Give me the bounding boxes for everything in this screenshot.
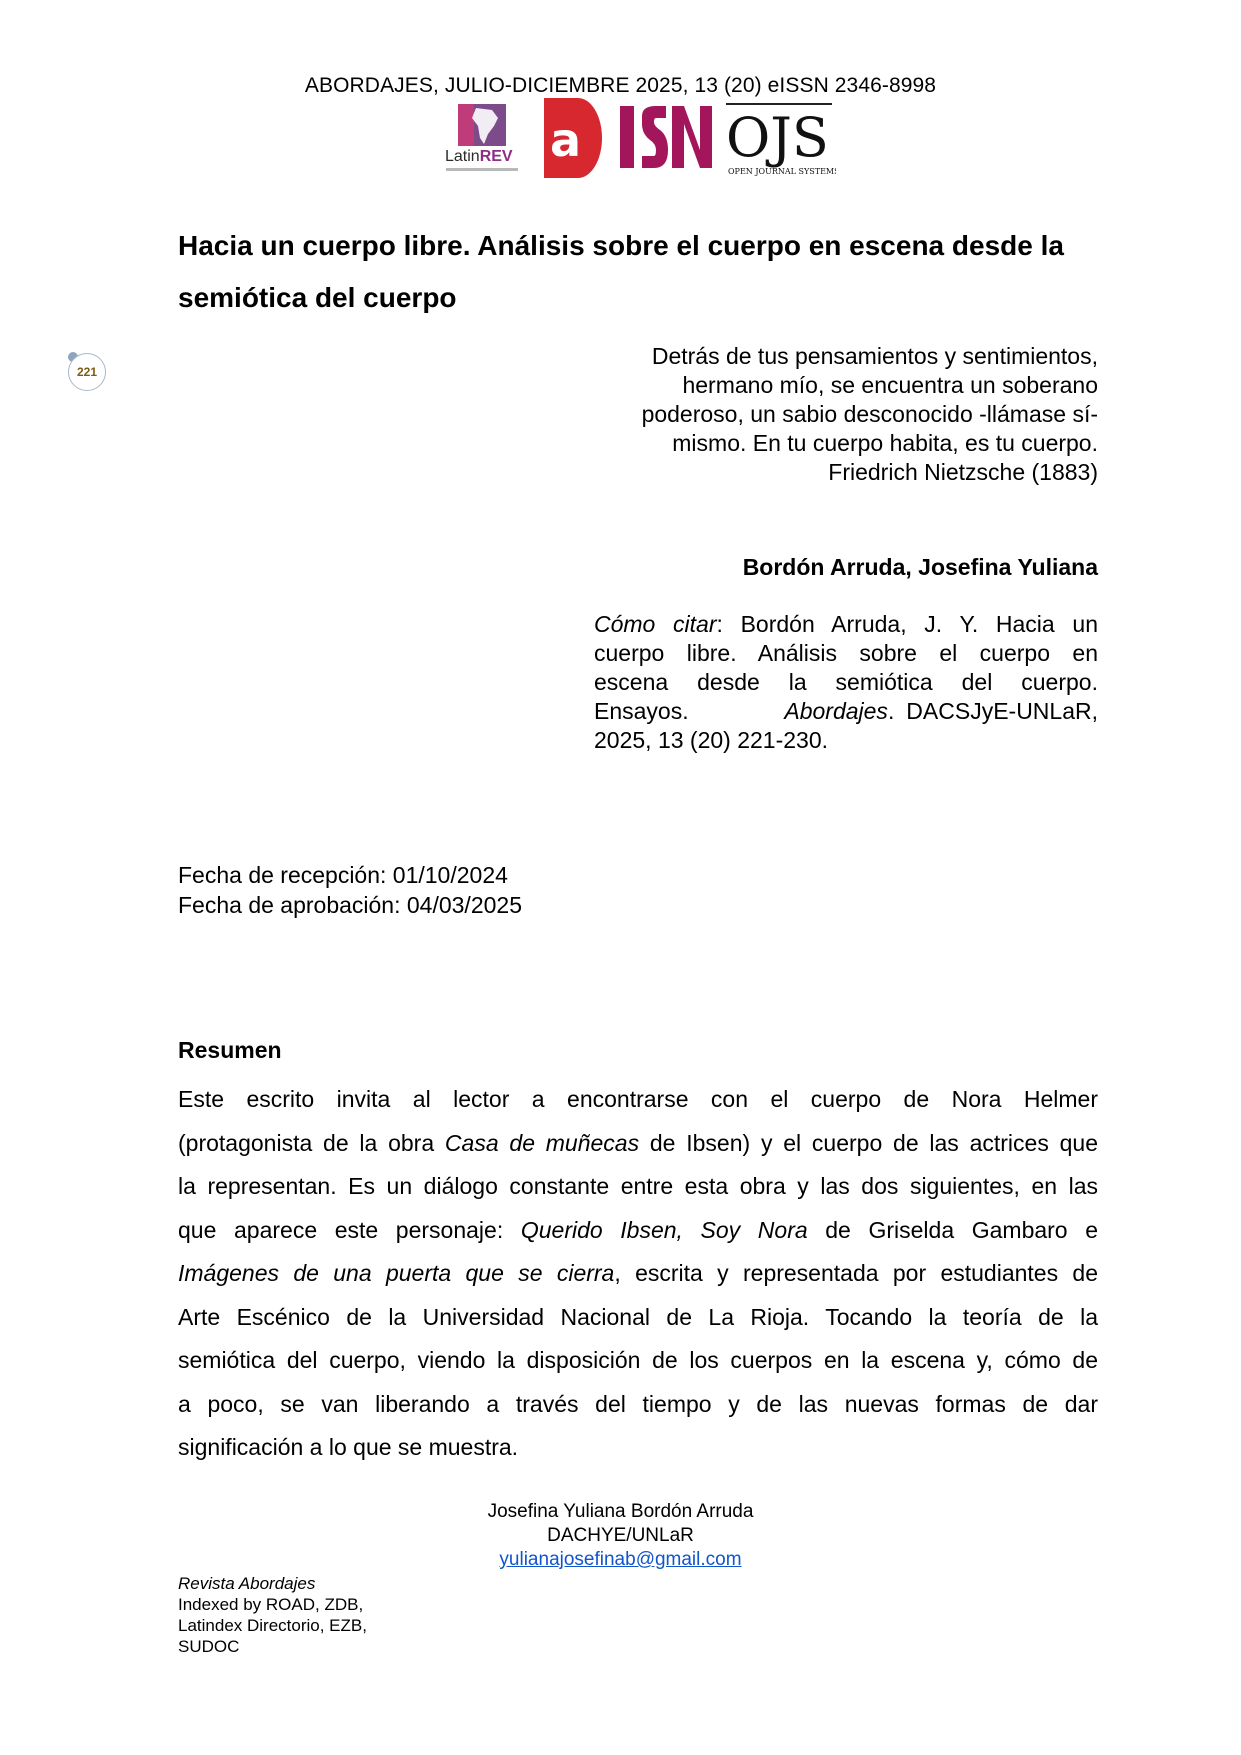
epigraph-attribution: Friedrich Nietzsche (1883) xyxy=(828,459,1098,485)
svg-text:a: a xyxy=(550,113,582,167)
citation-label: Cómo citar xyxy=(594,611,717,637)
ojs-subtitle: OPEN JOURNAL SYSTEMS xyxy=(728,167,836,176)
footer-indexed-line: SUDOC xyxy=(178,1637,240,1656)
abstract-body xyxy=(178,1078,1098,1470)
abstract-line: significación a lo que se muestra. xyxy=(178,1434,519,1460)
footer-indexed-line: Indexed by ROAD, ZDB, xyxy=(178,1595,364,1614)
title-line-1: Hacia un cuerpo libre. Análisis sobre el cuerpo en escena desde la xyxy=(178,230,1064,261)
citation-journal: Abordajes xyxy=(784,698,888,724)
author-email-link[interactable]: yulianajosefinab@gmail.com xyxy=(499,1549,742,1570)
abstract-line: Imágenes de una puerta que se cierra, escrita y representada por estudiantes de xyxy=(178,1260,1098,1286)
svg-text:OJS: OJS xyxy=(726,106,829,169)
abstract-line: semiótica del cuerpo, viendo la disposición de los cuerpos en la escena y, cómo de xyxy=(178,1347,1098,1373)
epigraph-line: Detrás de tus pensamientos y sentimientos, xyxy=(651,343,1098,369)
paper-title xyxy=(178,220,1098,324)
abstract-line: Arte Escénico de la Universidad Nacional de La Rioja. Tocando la teoría de la xyxy=(178,1303,1098,1330)
footer-author-name: Josefina Yuliana Bordón Arruda xyxy=(487,1501,754,1522)
dates-block xyxy=(178,860,522,920)
footer-author-block xyxy=(0,1500,1241,1572)
epigraph xyxy=(560,342,1098,487)
author-name: Bordón Arruda, Josefina Yuliana xyxy=(742,554,1098,580)
citation-line: 2025, 13 (20) 221-230. xyxy=(594,727,829,753)
page-number-badge: 221 xyxy=(68,353,106,391)
epigraph-line: mismo. En tu cuerpo habita, es tu cuerpo. xyxy=(672,430,1098,456)
citation-line: Ensayos. Abordajes. DACSJyE-UNLaR, xyxy=(594,698,1098,724)
footer-indexed-line: Latindex Directorio, EZB, xyxy=(178,1616,367,1635)
received-date: Fecha de recepción: 01/10/2024 xyxy=(178,862,508,888)
journal-header-line: ABORDAJES, JULIO-DICIEMBRE 2025, 13 (20) eISSN 2346-8998 xyxy=(304,74,937,97)
footer-affiliation: DACHYE/UNLaR xyxy=(547,1525,694,1546)
issn-logo xyxy=(620,102,712,172)
citation-line: Cómo citar: Bordón Arruda, J. Y. Hacia un xyxy=(594,611,1098,637)
abstract-line: a poco, se van liberando a través del tiempo y de las nuevas formas de dar xyxy=(178,1390,1098,1417)
abordajes-logo xyxy=(544,98,602,178)
abstract-line: Este escrito invita al lector a encontrarse con el cuerpo de Nora Helmer xyxy=(178,1086,1098,1112)
indexing-logos xyxy=(444,98,844,180)
epigraph-line: poderoso, un sabio desconocido -llámase sí- xyxy=(641,401,1098,427)
citation-line: escena desde la semiótica del cuerpo. xyxy=(594,669,1098,695)
footer-journal-name: Revista Abordajes xyxy=(178,1574,316,1593)
abstract-line: (protagonista de la obra Casa de muñecas de Ibsen) y el cuerpo de las actrices que xyxy=(178,1129,1098,1156)
epigraph-line: hermano mío, se encuentra un soberano xyxy=(682,372,1098,398)
citation-line: cuerpo libre. Análisis sobre el cuerpo en xyxy=(594,640,1098,666)
abstract-heading: Resumen xyxy=(178,1037,282,1063)
ojs-logo xyxy=(726,98,836,180)
abstract-line: la representan. Es un diálogo constante entre esta obra y las dos siguientes, en las xyxy=(178,1173,1098,1199)
title-line-2: semiótica del cuerpo xyxy=(178,282,457,313)
abstract-line: que aparece este personaje: Querido Ibsen, Soy Nora de Griselda Gambaro e xyxy=(178,1216,1099,1243)
footer-indexing xyxy=(178,1573,367,1657)
citation-block xyxy=(594,610,1098,755)
approved-date: Fecha de aprobación: 04/03/2025 xyxy=(178,892,522,918)
latinrev-logo: LatinREV xyxy=(444,104,524,174)
